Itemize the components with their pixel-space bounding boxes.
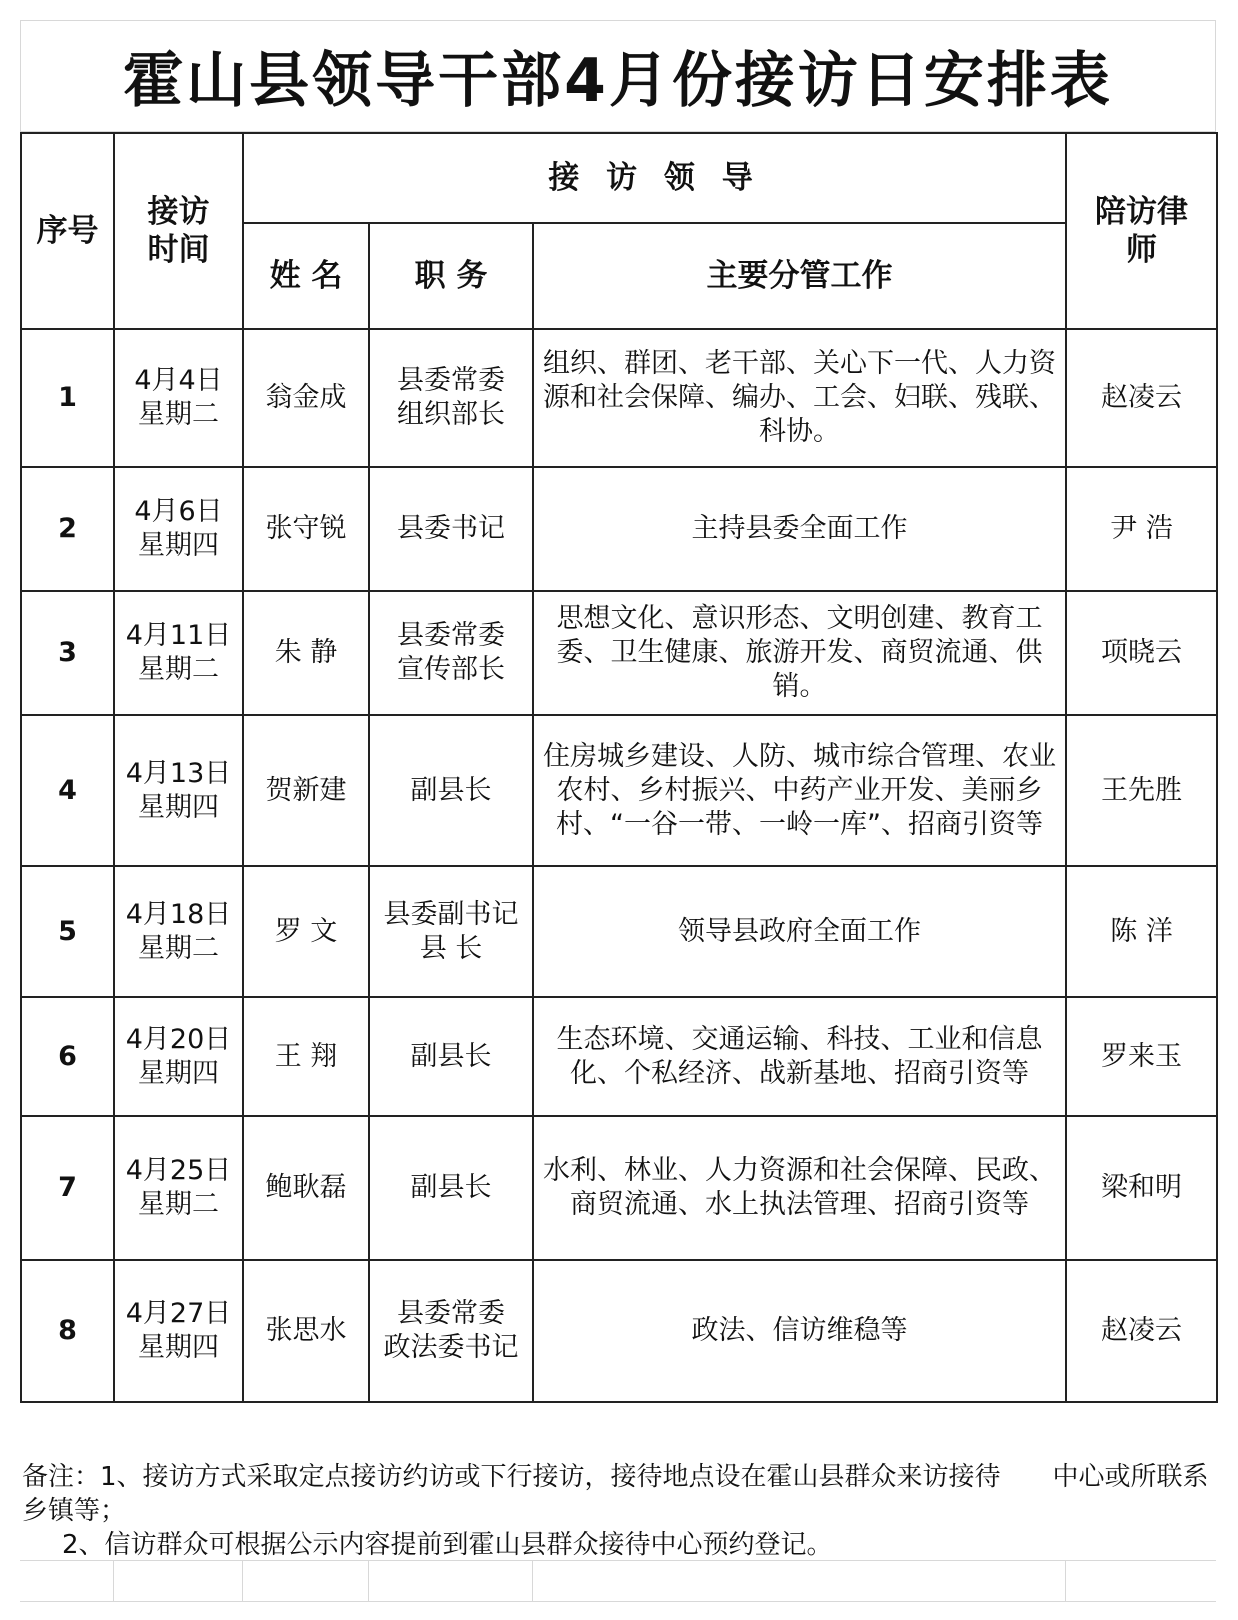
note-line-2: 2、信访群众可根据公示内容提前到霍山县群众接待中心预约登记。 (62, 1530, 833, 1560)
table-row (21, 997, 1217, 1116)
table-row (21, 1116, 1217, 1260)
cell-seq: 5 (21, 866, 114, 997)
cell-lawyer: 陈 洋 (1066, 866, 1217, 997)
cell-duties: 生态环境、交通运输、科技、工业和信息化、个私经济、战新基地、招商引资等 (533, 997, 1066, 1116)
cell-date: 4月11日 星期二 (114, 591, 243, 715)
cell-date: 4月27日 星期四 (114, 1260, 243, 1402)
cell-duties: 组织、群团、老干部、关心下一代、人力资源和社会保障、编办、工会、妇联、残联、科协。 (533, 329, 1066, 467)
note-line-1: 备注：1、接访方式采取定点接访约访或下行接访，接待地点设在霍山县群众来访接待 中心或所联系乡镇等； (22, 1462, 1209, 1526)
table-row (21, 1260, 1217, 1402)
cell-seq: 3 (21, 591, 114, 715)
empty-trailing-row (20, 1560, 1216, 1602)
table-row (21, 866, 1217, 997)
cell-seq: 2 (21, 467, 114, 591)
cell-seq: 4 (21, 715, 114, 866)
table-row (21, 591, 1217, 715)
table-row (21, 715, 1217, 866)
cell-name: 翁金成 (243, 329, 369, 467)
schedule-sheet (20, 20, 1216, 1600)
cell-position: 副县长 (369, 715, 533, 866)
cell-duties: 思想文化、意识形态、文明创建、教育工委、卫生健康、旅游开发、商贸流通、供销。 (533, 591, 1066, 715)
cell-name: 张守锐 (243, 467, 369, 591)
cell-duties: 住房城乡建设、人防、城市综合管理、农业农村、乡村振兴、中药产业开发、美丽乡村、“一谷一带、一岭一库”、招商引资等 (533, 715, 1066, 866)
cell-position: 县委常委 宣传部长 (369, 591, 533, 715)
schedule-table (20, 132, 1218, 1403)
header-position: 职 务 (369, 223, 533, 329)
cell-name: 张思水 (243, 1260, 369, 1402)
cell-date: 4月13日 星期四 (114, 715, 243, 866)
header-row-1 (21, 133, 1217, 223)
cell-duties: 主持县委全面工作 (533, 467, 1066, 591)
cell-seq: 7 (21, 1116, 114, 1260)
table-row (21, 329, 1217, 467)
header-duties: 主要分管工作 (533, 223, 1066, 329)
cell-position: 县委书记 (369, 467, 533, 591)
header-time: 接访 时间 (114, 133, 243, 329)
cell-name: 朱 静 (243, 591, 369, 715)
header-seq: 序号 (21, 133, 114, 329)
header-leader-group: 接 访 领 导 (243, 133, 1066, 223)
cell-seq: 8 (21, 1260, 114, 1402)
table-body (21, 329, 1217, 1402)
cell-position: 县委常委 组织部长 (369, 329, 533, 467)
cell-position: 县委副书记 县 长 (369, 866, 533, 997)
cell-name: 王 翔 (243, 997, 369, 1116)
cell-seq: 6 (21, 997, 114, 1116)
page-title: 霍山县领导干部4月份接访日安排表 (123, 46, 1113, 116)
cell-lawyer: 赵凌云 (1066, 1260, 1217, 1402)
cell-name: 贺新建 (243, 715, 369, 866)
cell-lawyer: 梁和明 (1066, 1116, 1217, 1260)
cell-duties: 水利、林业、人力资源和社会保障、民政、商贸流通、水上执法管理、招商引资等 (533, 1116, 1066, 1260)
cell-seq: 1 (21, 329, 114, 467)
cell-lawyer: 尹 浩 (1066, 467, 1217, 591)
title-box (20, 20, 1216, 132)
cell-duties: 政法、信访维稳等 (533, 1260, 1066, 1402)
cell-date: 4月18日 星期二 (114, 866, 243, 997)
cell-lawyer: 项晓云 (1066, 591, 1217, 715)
cell-date: 4月6日 星期四 (114, 467, 243, 591)
cell-lawyer: 罗来玉 (1066, 997, 1217, 1116)
cell-name: 鲍耿磊 (243, 1116, 369, 1260)
cell-position: 副县长 (369, 1116, 533, 1260)
cell-lawyer: 王先胜 (1066, 715, 1217, 866)
cell-position: 县委常委 政法委书记 (369, 1260, 533, 1402)
cell-position: 副县长 (369, 997, 533, 1116)
notes (20, 1460, 1216, 1562)
cell-lawyer: 赵凌云 (1066, 329, 1217, 467)
header-lawyer: 陪访律 师 (1066, 133, 1217, 329)
cell-date: 4月20日 星期四 (114, 997, 243, 1116)
header-name: 姓 名 (243, 223, 369, 329)
cell-duties: 领导县政府全面工作 (533, 866, 1066, 997)
cell-date: 4月4日 星期二 (114, 329, 243, 467)
table-row (21, 467, 1217, 591)
cell-date: 4月25日 星期二 (114, 1116, 243, 1260)
cell-name: 罗 文 (243, 866, 369, 997)
